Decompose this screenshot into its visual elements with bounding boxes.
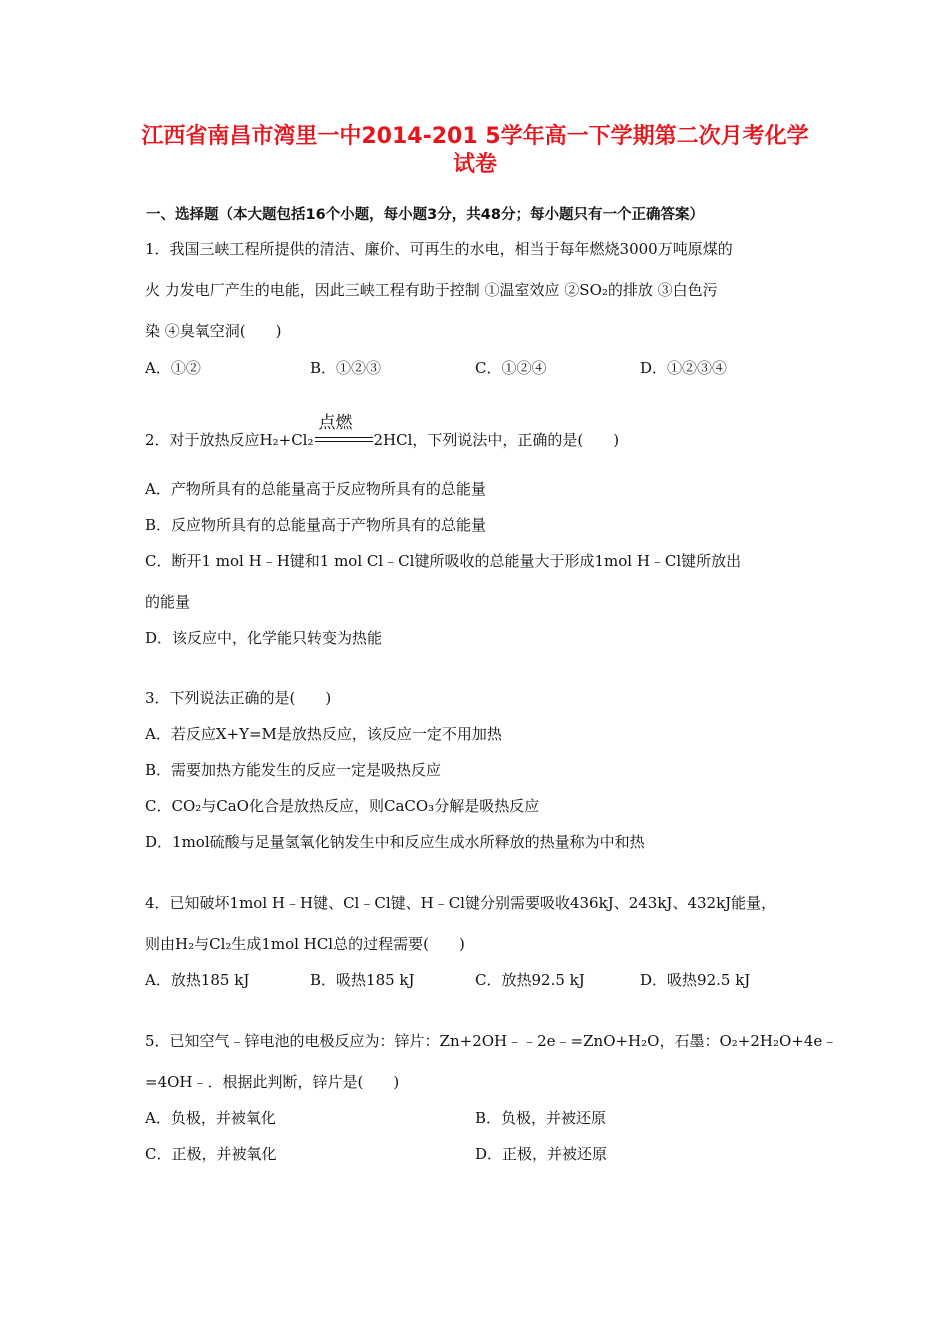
q2-stem-suffix: 2HCl，下列说法中，正确的是( ) — [373, 431, 620, 449]
q1-option-d: D．①②③④ — [640, 359, 728, 377]
section-heading: 一、选择题（本大题包括16个小题，每小题3分，共48分；每小题只有一个正确答案） — [146, 207, 704, 223]
reaction-arrow — [315, 413, 373, 446]
q3-option-a: A．若反应X+Y=M是放热反应，该反应一定不用加热 — [145, 725, 502, 743]
q2-option-c-cont: 的能量 — [145, 593, 191, 611]
q3-option-d: D．1mol硫酸与足量氢氧化钠发生中和反应生成水所释放的热量称为中和热 — [145, 833, 645, 851]
q4-line2: 则由H₂与Cl₂生成1mol HCl总的过程需要( ) — [145, 935, 465, 953]
q4-line1: 4．已知破坏1mol H﹣H键、Cl﹣Cl键、H﹣Cl键分别需要吸收436kJ、243kJ、432kJ能量， — [145, 894, 777, 912]
q2-option-c: C．断开1 mol H﹣H键和1 mol Cl﹣Cl键所吸收的总能量大于形成1mol H﹣Cl键所放出 — [145, 552, 742, 570]
q1-option-a: A．①② — [145, 359, 201, 377]
q1-line1: 1．我国三峡工程所提供的清洁、廉价、可再生的水电，相当于每年燃烧3000万吨原煤的 — [145, 240, 733, 258]
q2-option-d: D．该反应中，化学能只转变为热能 — [145, 629, 383, 647]
q3-stem: 3．下列说法正确的是( ) — [145, 689, 332, 707]
q2-stem-prefix: 2．对于放热反应H₂+Cl₂ — [145, 431, 314, 449]
q4-option-c: C．放热92.5 kJ — [475, 971, 585, 989]
q4-option-a: A．放热185 kJ — [145, 971, 250, 989]
q2-stem — [145, 413, 620, 450]
exam-title-line2: 试卷 — [452, 152, 497, 177]
q5-option-a: A．负极，并被氧化 — [145, 1109, 276, 1127]
q3-option-c: C．CO₂与CaO化合是放热反应，则CaCO₃分解是吸热反应 — [145, 797, 540, 815]
q4-option-d: D．吸热92.5 kJ — [640, 971, 751, 989]
q5-line1: 5．已知空气﹣锌电池的电极反应为：锌片：Zn+2OH﹣﹣2e﹣=ZnO+H₂O，石墨：O₂+2H₂O+4e﹣ — [145, 1032, 838, 1050]
q1-line2: 火 力发电厂产生的电能，因此三峡工程有助于控制 ①温室效应 ②SO₂的排放 ③白色污 — [145, 281, 718, 299]
q4-option-b: B．吸热185 kJ — [310, 971, 415, 989]
q5-option-b: B．负极，并被还原 — [475, 1109, 607, 1127]
q2-option-b: B．反应物所具有的总能量高于产物所具有的总能量 — [145, 516, 487, 534]
q2-option-a: A．产物所具有的总能量高于反应物所具有的总能量 — [145, 480, 486, 498]
q3-option-b: B．需要加热方能发生的反应一定是吸热反应 — [145, 761, 442, 779]
reaction-condition: 点燃 — [318, 413, 353, 433]
q1-line3: 染 ④臭氧空洞( ) — [145, 322, 282, 340]
q5-option-d: D．正极，并被还原 — [475, 1145, 608, 1163]
q1-option-c: C．①②④ — [475, 359, 547, 377]
q5-line2: =4OH﹣．根据此判断，锌片是( ) — [145, 1073, 400, 1091]
q5-option-c: C．正极，并被氧化 — [145, 1145, 277, 1163]
q1-option-b: B．①②③ — [310, 359, 382, 377]
exam-title-line1: 江西省南昌市湾里一中2014-201 5学年高一下学期第二次月考化学 — [141, 124, 809, 149]
